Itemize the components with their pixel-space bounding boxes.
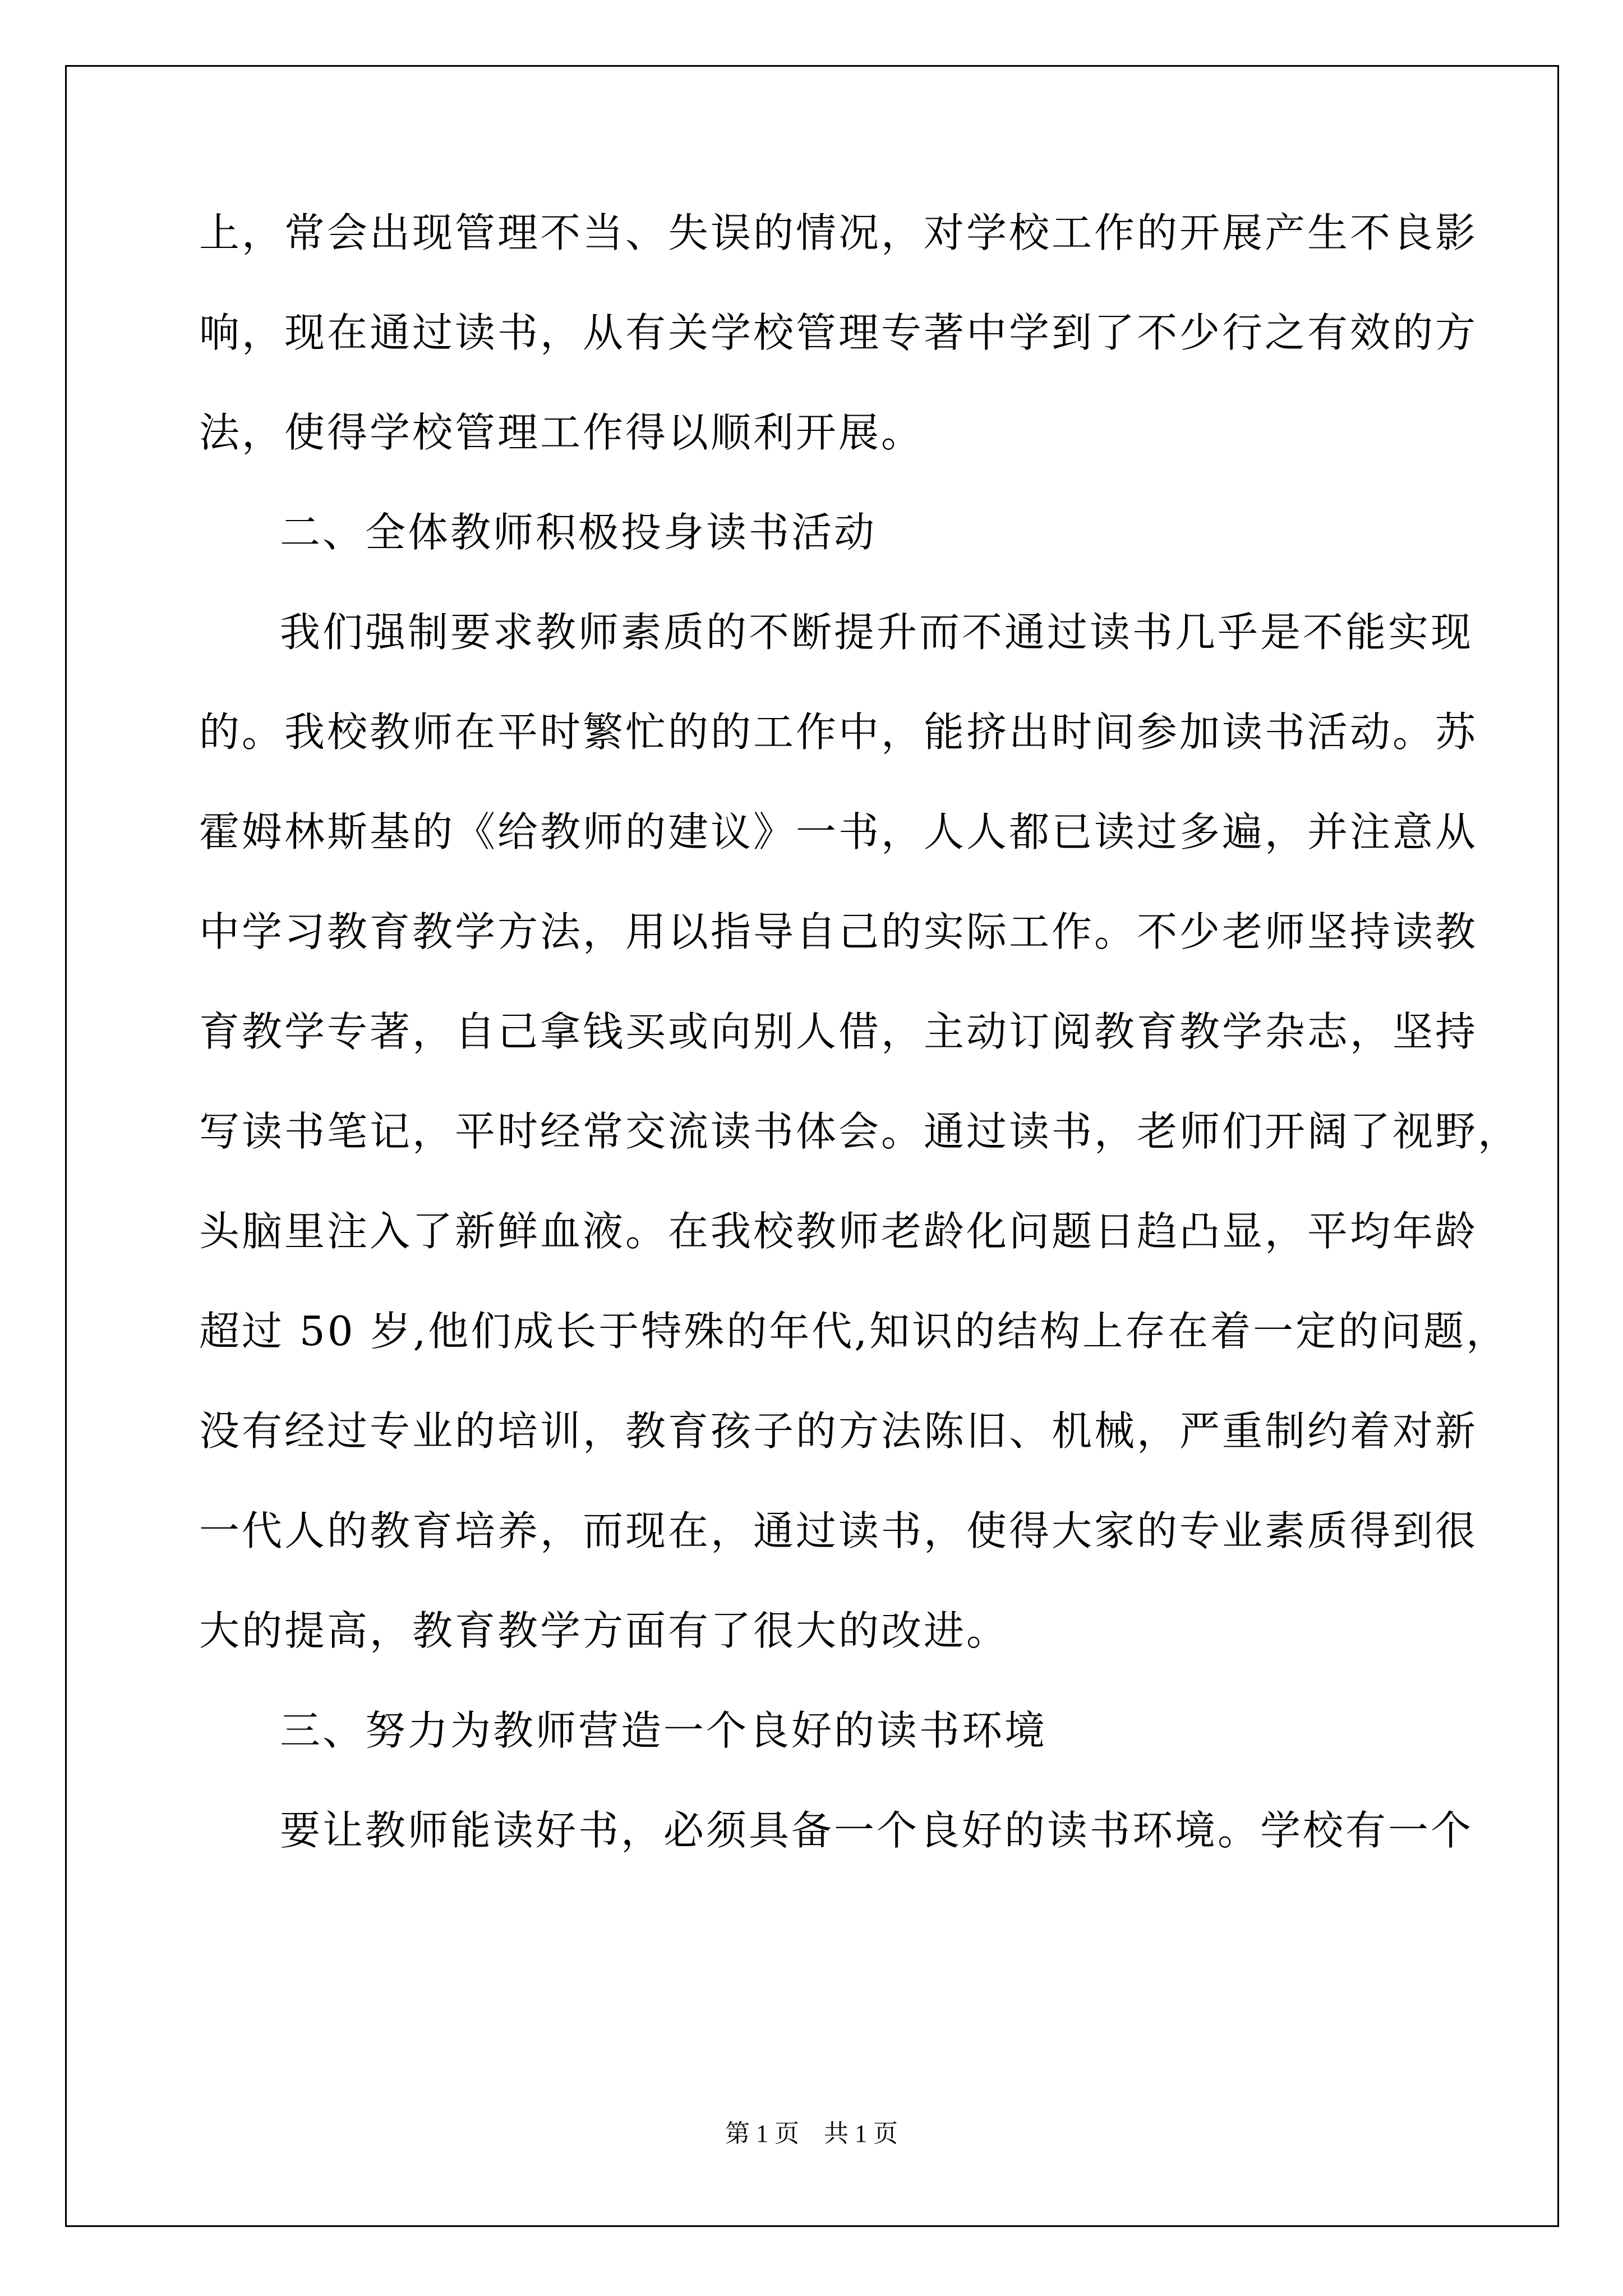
paragraph-line: 写读书笔记，平时经常交流读书体会。通过读书，老师们开阔了视野， (199, 1108, 1521, 1155)
page-number-footer: 第 1 页 共 1 页 (725, 2120, 898, 2147)
paragraph-line: 没有经过专业的培训，教育孩子的方法陈旧、机械，严重制约着对新 (199, 1407, 1478, 1455)
paragraph-line: 法，使得学校管理工作得以顺利开展。 (199, 409, 924, 456)
paragraph-line: 的。我校教师在平时繁忙的的工作中，能挤出时间参加读书活动。苏 (199, 708, 1478, 756)
paragraph-line: 霍姆林斯基的《给教师的建议》一书，人人都已读过多遍，并注意从 (199, 808, 1478, 855)
section-heading: 三、努力为教师营造一个良好的读书环境 (280, 1707, 1048, 1754)
paragraph-line: 中学习教育教学方法，用以指导自己的实际工作。不少老师坚持读教 (199, 908, 1478, 955)
paragraph-line: 育教学专著，自己拿钱买或向别人借，主动订阅教育教学杂志，坚持 (199, 1008, 1478, 1055)
paragraph-line: 我们强制要求教师素质的不断提升而不通过读书几乎是不能实现 (280, 609, 1474, 656)
document-body (199, 208, 1521, 1905)
paragraph-line: 要让教师能读好书，必须具备一个良好的读书环境。学校有一个 (280, 1807, 1474, 1854)
paragraph-line: 上，常会出现管理不当、失误的情况，对学校工作的开展产生不良影 (199, 209, 1478, 256)
paragraph-line: 超过 50 岁,他们成长于特殊的年代,知识的结构上存在着一定的问题， (199, 1308, 1509, 1355)
paragraph-line: 头脑里注入了新鲜血液。在我校教师老龄化问题日趋凸显，平均年龄 (199, 1208, 1478, 1255)
section-heading: 二、全体教师积极投身读书活动 (280, 509, 877, 556)
paragraph-line: 一代人的教育培养，而现在，通过读书，使得大家的专业素质得到很 (199, 1507, 1478, 1554)
paragraph-line: 大的提高，教育教学方面有了很大的改进。 (199, 1607, 1009, 1654)
paragraph-line: 响，现在通过读书，从有关学校管理专著中学到了不少行之有效的方 (199, 309, 1478, 356)
